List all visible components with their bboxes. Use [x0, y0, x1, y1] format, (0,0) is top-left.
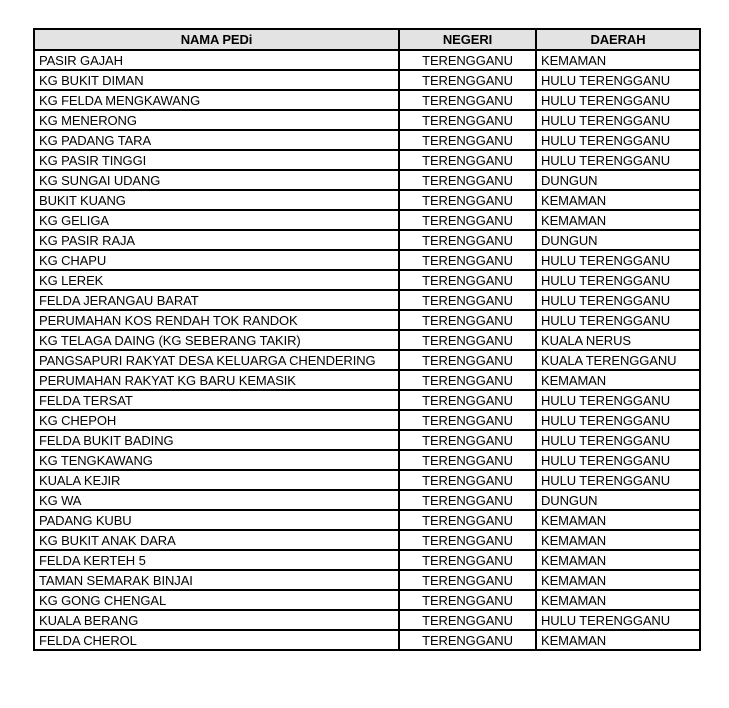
table-row [34, 50, 700, 70]
cell-nama-pedi: KG TELAGA DAING (KG SEBERANG TAKIR) [34, 330, 399, 350]
cell-nama-pedi: PANGSAPURI RAKYAT DESA KELUARGA CHENDERING [34, 350, 399, 370]
cell-nama-pedi: KG PADANG TARA [34, 130, 399, 150]
cell-nama-pedi: KG SUNGAI UDANG [34, 170, 399, 190]
cell-negeri: TERENGGANU [399, 290, 536, 310]
cell-negeri: TERENGGANU [399, 90, 536, 110]
cell-negeri: TERENGGANU [399, 410, 536, 430]
cell-daerah: HULU TERENGGANU [536, 290, 700, 310]
cell-daerah: KEMAMAN [536, 510, 700, 530]
cell-nama-pedi: KG BUKIT DIMAN [34, 70, 399, 90]
cell-negeri: TERENGGANU [399, 590, 536, 610]
table-row [34, 330, 700, 350]
table-header-row [34, 29, 700, 50]
cell-nama-pedi: BUKIT KUANG [34, 190, 399, 210]
cell-negeri: TERENGGANU [399, 110, 536, 130]
table-row [34, 110, 700, 130]
cell-negeri: TERENGGANU [399, 390, 536, 410]
cell-negeri: TERENGGANU [399, 430, 536, 450]
cell-nama-pedi: TAMAN SEMARAK BINJAI [34, 570, 399, 590]
cell-nama-pedi: KG CHEPOH [34, 410, 399, 430]
cell-nama-pedi: FELDA CHEROL [34, 630, 399, 650]
cell-nama-pedi: FELDA KERTEH 5 [34, 550, 399, 570]
cell-nama-pedi: KG BUKIT ANAK DARA [34, 530, 399, 550]
table-row [34, 630, 700, 650]
cell-daerah: KEMAMAN [536, 630, 700, 650]
cell-negeri: TERENGGANU [399, 50, 536, 70]
cell-nama-pedi: PADANG KUBU [34, 510, 399, 530]
cell-daerah: HULU TERENGGANU [536, 390, 700, 410]
cell-negeri: TERENGGANU [399, 370, 536, 390]
cell-daerah: KUALA TERENGGANU [536, 350, 700, 370]
cell-nama-pedi: KG GONG CHENGAL [34, 590, 399, 610]
table-row [34, 510, 700, 530]
table-row [34, 130, 700, 150]
table-row [34, 470, 700, 490]
cell-nama-pedi: KUALA BERANG [34, 610, 399, 630]
cell-daerah: KEMAMAN [536, 530, 700, 550]
cell-daerah: HULU TERENGGANU [536, 450, 700, 470]
table-row [34, 150, 700, 170]
cell-daerah: HULU TERENGGANU [536, 310, 700, 330]
cell-daerah: KEMAMAN [536, 570, 700, 590]
table-row [34, 450, 700, 470]
table-row [34, 610, 700, 630]
cell-negeri: TERENGGANU [399, 550, 536, 570]
cell-daerah: HULU TERENGGANU [536, 430, 700, 450]
pedi-table-container [33, 28, 701, 651]
cell-daerah: KEMAMAN [536, 190, 700, 210]
cell-negeri: TERENGGANU [399, 230, 536, 250]
table-row [34, 530, 700, 550]
cell-daerah: HULU TERENGGANU [536, 270, 700, 290]
cell-daerah: KEMAMAN [536, 370, 700, 390]
cell-daerah: DUNGUN [536, 230, 700, 250]
cell-daerah: HULU TERENGGANU [536, 250, 700, 270]
cell-negeri: TERENGGANU [399, 450, 536, 470]
cell-negeri: TERENGGANU [399, 470, 536, 490]
table-row [34, 270, 700, 290]
cell-daerah: KEMAMAN [536, 50, 700, 70]
table-row [34, 170, 700, 190]
cell-negeri: TERENGGANU [399, 350, 536, 370]
cell-negeri: TERENGGANU [399, 610, 536, 630]
cell-nama-pedi: PERUMAHAN RAKYAT KG BARU KEMASIK [34, 370, 399, 390]
cell-daerah: HULU TERENGGANU [536, 610, 700, 630]
cell-daerah: HULU TERENGGANU [536, 110, 700, 130]
column-header-daerah: DAERAH [536, 29, 700, 50]
cell-daerah: HULU TERENGGANU [536, 150, 700, 170]
cell-nama-pedi: KG MENERONG [34, 110, 399, 130]
table-row [34, 250, 700, 270]
cell-nama-pedi: FELDA BUKIT BADING [34, 430, 399, 450]
cell-negeri: TERENGGANU [399, 150, 536, 170]
column-header-negeri: NEGERI [399, 29, 536, 50]
cell-negeri: TERENGGANU [399, 530, 536, 550]
cell-nama-pedi: KG FELDA MENGKAWANG [34, 90, 399, 110]
table-row [34, 190, 700, 210]
cell-nama-pedi: KG CHAPU [34, 250, 399, 270]
table-row [34, 590, 700, 610]
table-body [34, 50, 700, 650]
cell-daerah: KEMAMAN [536, 550, 700, 570]
cell-negeri: TERENGGANU [399, 630, 536, 650]
table-row [34, 550, 700, 570]
cell-nama-pedi: KG PASIR RAJA [34, 230, 399, 250]
table-row [34, 90, 700, 110]
cell-daerah: DUNGUN [536, 170, 700, 190]
pedi-table [33, 28, 701, 651]
cell-negeri: TERENGGANU [399, 70, 536, 90]
cell-negeri: TERENGGANU [399, 170, 536, 190]
table-row [34, 310, 700, 330]
cell-nama-pedi: KG PASIR TINGGI [34, 150, 399, 170]
cell-negeri: TERENGGANU [399, 130, 536, 150]
cell-negeri: TERENGGANU [399, 490, 536, 510]
table-row [34, 210, 700, 230]
table-row [34, 430, 700, 450]
cell-negeri: TERENGGANU [399, 310, 536, 330]
cell-daerah: HULU TERENGGANU [536, 410, 700, 430]
cell-negeri: TERENGGANU [399, 570, 536, 590]
table-row [34, 410, 700, 430]
cell-negeri: TERENGGANU [399, 510, 536, 530]
table-row [34, 230, 700, 250]
cell-nama-pedi: KG TENGKAWANG [34, 450, 399, 470]
table-row [34, 370, 700, 390]
cell-negeri: TERENGGANU [399, 330, 536, 350]
cell-daerah: KEMAMAN [536, 590, 700, 610]
cell-nama-pedi: FELDA JERANGAU BARAT [34, 290, 399, 310]
cell-daerah: DUNGUN [536, 490, 700, 510]
table-row [34, 70, 700, 90]
table-row [34, 290, 700, 310]
cell-nama-pedi: KUALA KEJIR [34, 470, 399, 490]
table-row [34, 350, 700, 370]
cell-daerah: HULU TERENGGANU [536, 70, 700, 90]
column-header-nama-pedi: NAMA PEDi [34, 29, 399, 50]
cell-daerah: KEMAMAN [536, 210, 700, 230]
cell-daerah: HULU TERENGGANU [536, 130, 700, 150]
table-row [34, 490, 700, 510]
cell-nama-pedi: FELDA TERSAT [34, 390, 399, 410]
cell-negeri: TERENGGANU [399, 250, 536, 270]
cell-daerah: KUALA NERUS [536, 330, 700, 350]
cell-nama-pedi: KG LEREK [34, 270, 399, 290]
cell-negeri: TERENGGANU [399, 190, 536, 210]
cell-nama-pedi: PASIR GAJAH [34, 50, 399, 70]
table-row [34, 390, 700, 410]
cell-nama-pedi: PERUMAHAN KOS RENDAH TOK RANDOK [34, 310, 399, 330]
cell-nama-pedi: KG GELIGA [34, 210, 399, 230]
cell-daerah: HULU TERENGGANU [536, 90, 700, 110]
table-row [34, 570, 700, 590]
cell-negeri: TERENGGANU [399, 210, 536, 230]
cell-negeri: TERENGGANU [399, 270, 536, 290]
cell-nama-pedi: KG WA [34, 490, 399, 510]
cell-daerah: HULU TERENGGANU [536, 470, 700, 490]
